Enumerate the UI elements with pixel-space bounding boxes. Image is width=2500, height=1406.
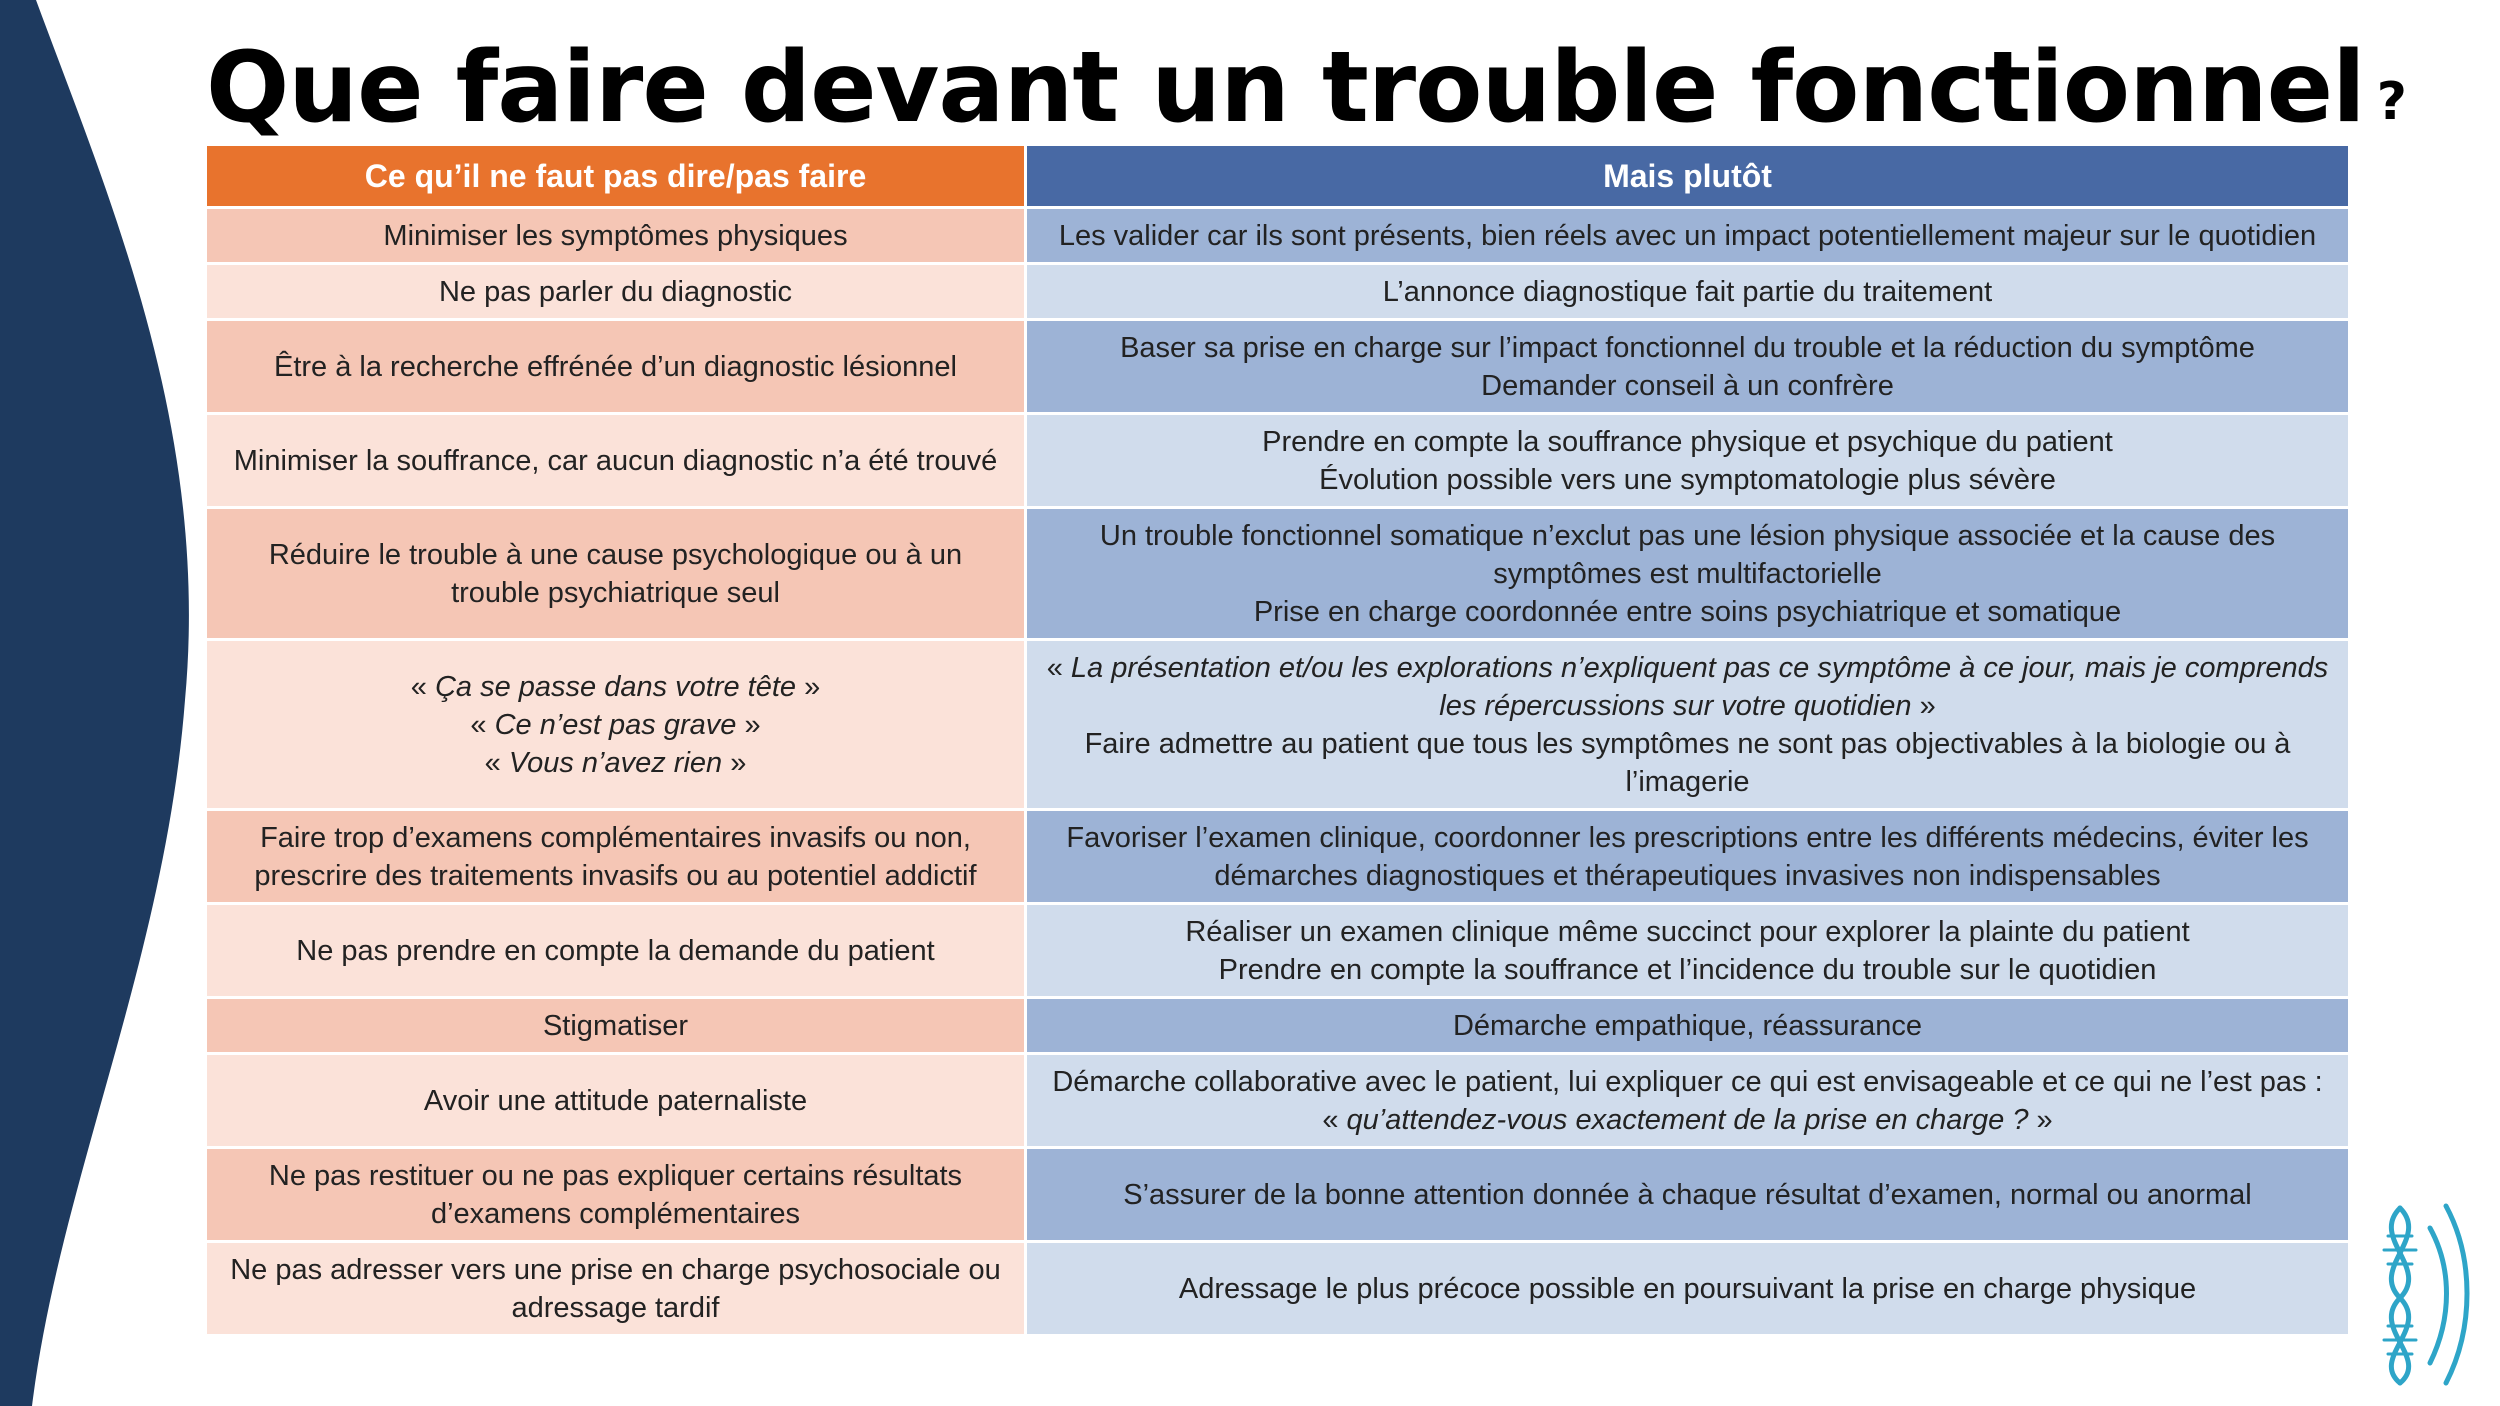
title-question-mark: ? xyxy=(2376,72,2406,132)
table-row xyxy=(206,208,2350,264)
table-header-row xyxy=(206,145,2350,208)
row-dont-cell xyxy=(206,904,1026,998)
cell-line: Évolution possible vers une symptomatologie plus sévère xyxy=(1319,463,2056,496)
advice-table xyxy=(204,143,2351,1337)
row-rather-cell xyxy=(1026,1242,2350,1336)
cell-line: Réaliser un examen clinique même succinct pour explorer la plainte du patient xyxy=(1185,915,2190,948)
row-dont-cell xyxy=(206,810,1026,904)
header-dont: Ce qu’il ne faut pas dire/pas faire xyxy=(206,145,1026,208)
row-rather-cell xyxy=(1026,320,2350,414)
cell-line: Favoriser l’examen clinique, coordonner les prescriptions entre les différents médecins, éviter les démarches diagnostiques et thérapeutiques invasives non indispensables xyxy=(1066,821,2309,892)
page-title-text: Que faire devant un trouble fonctionnel xyxy=(206,31,2365,145)
cell-line: Être à la recherche effrénée d’un diagnostic lésionnel xyxy=(273,350,957,383)
row-rather-cell xyxy=(1026,1148,2350,1242)
row-dont-cell xyxy=(206,1148,1026,1242)
table-row xyxy=(206,1242,2350,1336)
row-rather-cell xyxy=(1026,640,2350,810)
header-rather: Mais plutôt xyxy=(1026,145,2350,208)
cell-line: Adressage le plus précoce possible en poursuivant la prise en charge physique xyxy=(1178,1272,2197,1305)
cell-line: L’annonce diagnostique fait partie du traitement xyxy=(1382,275,1993,308)
cell-line: Minimiser la souffrance, car aucun diagnostic n’a été trouvé xyxy=(233,444,998,477)
table-row xyxy=(206,1054,2350,1148)
cell-line: Stigmatiser xyxy=(542,1009,689,1042)
row-dont-cell xyxy=(206,508,1026,640)
quote-text: La présentation et/ou les explorations n’expliquent pas ce symptôme à ce jour, mais je comprends les répercussions sur votre quotidien xyxy=(1070,651,2329,722)
cell-line: Démarche empathique, réassurance xyxy=(1452,1009,1923,1042)
cell-line: Faire admettre au patient que tous les symptômes ne sont pas objectivables à la biologie ou à l’imagerie xyxy=(1084,727,2291,798)
table-row xyxy=(206,904,2350,998)
cell-line: Prendre en compte la souffrance physique et psychique du patient xyxy=(1262,425,2113,458)
side-curve-decoration xyxy=(0,0,200,1406)
row-dont-cell xyxy=(206,1242,1026,1336)
cell-line: S’assurer de la bonne attention donnée à chaque résultat d’examen, normal ou anormal xyxy=(1123,1178,2252,1211)
cell-line: Un trouble fonctionnel somatique n’exclut pas une lésion physique associée et la cause des symptômes est multifactorielle xyxy=(1099,519,2276,590)
cell-line: Prendre en compte la souffrance et l’incidence du trouble sur le quotidien xyxy=(1218,953,2157,986)
row-rather-cell xyxy=(1026,810,2350,904)
cell-line: « La présentation et/ou les explorations n’expliquent pas ce symptôme à ce jour, mais je comprends les répercussions sur votre quotidien » xyxy=(1046,651,2329,722)
cell-line: Démarche collaborative avec le patient, lui expliquer ce qui est envisageable et ce qui ne l’est pas : xyxy=(1052,1065,2323,1098)
row-rather-cell xyxy=(1026,904,2350,998)
cell-line: « Vous n’avez rien » xyxy=(484,746,747,779)
row-rather-cell xyxy=(1026,208,2350,264)
row-rather-cell xyxy=(1026,508,2350,640)
row-rather-cell xyxy=(1026,998,2350,1054)
quote-text: Vous n’avez rien xyxy=(508,746,723,779)
table-row xyxy=(206,508,2350,640)
cell-line: « Ce n’est pas grave » xyxy=(470,708,761,741)
quote-text: Ce n’est pas grave xyxy=(494,708,737,741)
row-dont-cell xyxy=(206,264,1026,320)
table-row xyxy=(206,640,2350,810)
cell-line: Les valider car ils sont présents, bien réels avec un impact potentiellement majeur sur le quotidien xyxy=(1058,219,2317,252)
table-row xyxy=(206,414,2350,508)
cell-line: Ne pas restituer ou ne pas expliquer certains résultats d’examens complémentaires xyxy=(268,1159,963,1230)
cell-line: Réduire le trouble à une cause psychologique ou à un trouble psychiatrique seul xyxy=(268,538,963,609)
row-dont-cell xyxy=(206,1054,1026,1148)
row-rather-cell xyxy=(1026,1054,2350,1148)
cell-line: Baser sa prise en charge sur l’impact fonctionnel du trouble et la réduction du symptôme xyxy=(1120,331,2255,364)
table-row xyxy=(206,1148,2350,1242)
cell-line: Avoir une attitude paternaliste xyxy=(423,1084,808,1117)
table-row xyxy=(206,810,2350,904)
cell-line: Minimiser les symptômes physiques xyxy=(383,219,848,252)
row-rather-cell xyxy=(1026,264,2350,320)
cell-line: Ne pas parler du diagnostic xyxy=(438,275,793,308)
table-row xyxy=(206,264,2350,320)
cell-line: « Ça se passe dans votre tête » xyxy=(410,670,821,703)
cell-line: « qu’attendez-vous exactement de la prise en charge ? » xyxy=(1322,1103,2053,1136)
cell-line: Demander conseil à un confrère xyxy=(1481,369,1894,402)
dna-helix-logo-icon xyxy=(2360,1198,2470,1388)
cell-line: Faire trop d’examens complémentaires invasifs ou non, prescrire des traitements invasifs ou au potentiel addictif xyxy=(254,821,977,892)
row-dont-cell xyxy=(206,998,1026,1054)
row-dont-cell xyxy=(206,208,1026,264)
table-row xyxy=(206,320,2350,414)
cell-line: Ne pas prendre en compte la demande du patient xyxy=(296,934,935,967)
table-row xyxy=(206,998,2350,1054)
row-rather-cell xyxy=(1026,414,2350,508)
row-dont-cell xyxy=(206,414,1026,508)
row-dont-cell xyxy=(206,640,1026,810)
cell-line: Ne pas adresser vers une prise en charge psychosociale ou adressage tardif xyxy=(230,1253,1001,1324)
quote-text: qu’attendez-vous exactement de la prise en charge ? xyxy=(1346,1103,2029,1136)
row-dont-cell xyxy=(206,320,1026,414)
quote-text: Ça se passe dans votre tête xyxy=(434,670,797,703)
cell-line: Prise en charge coordonnée entre soins psychiatrique et somatique xyxy=(1253,595,2122,628)
